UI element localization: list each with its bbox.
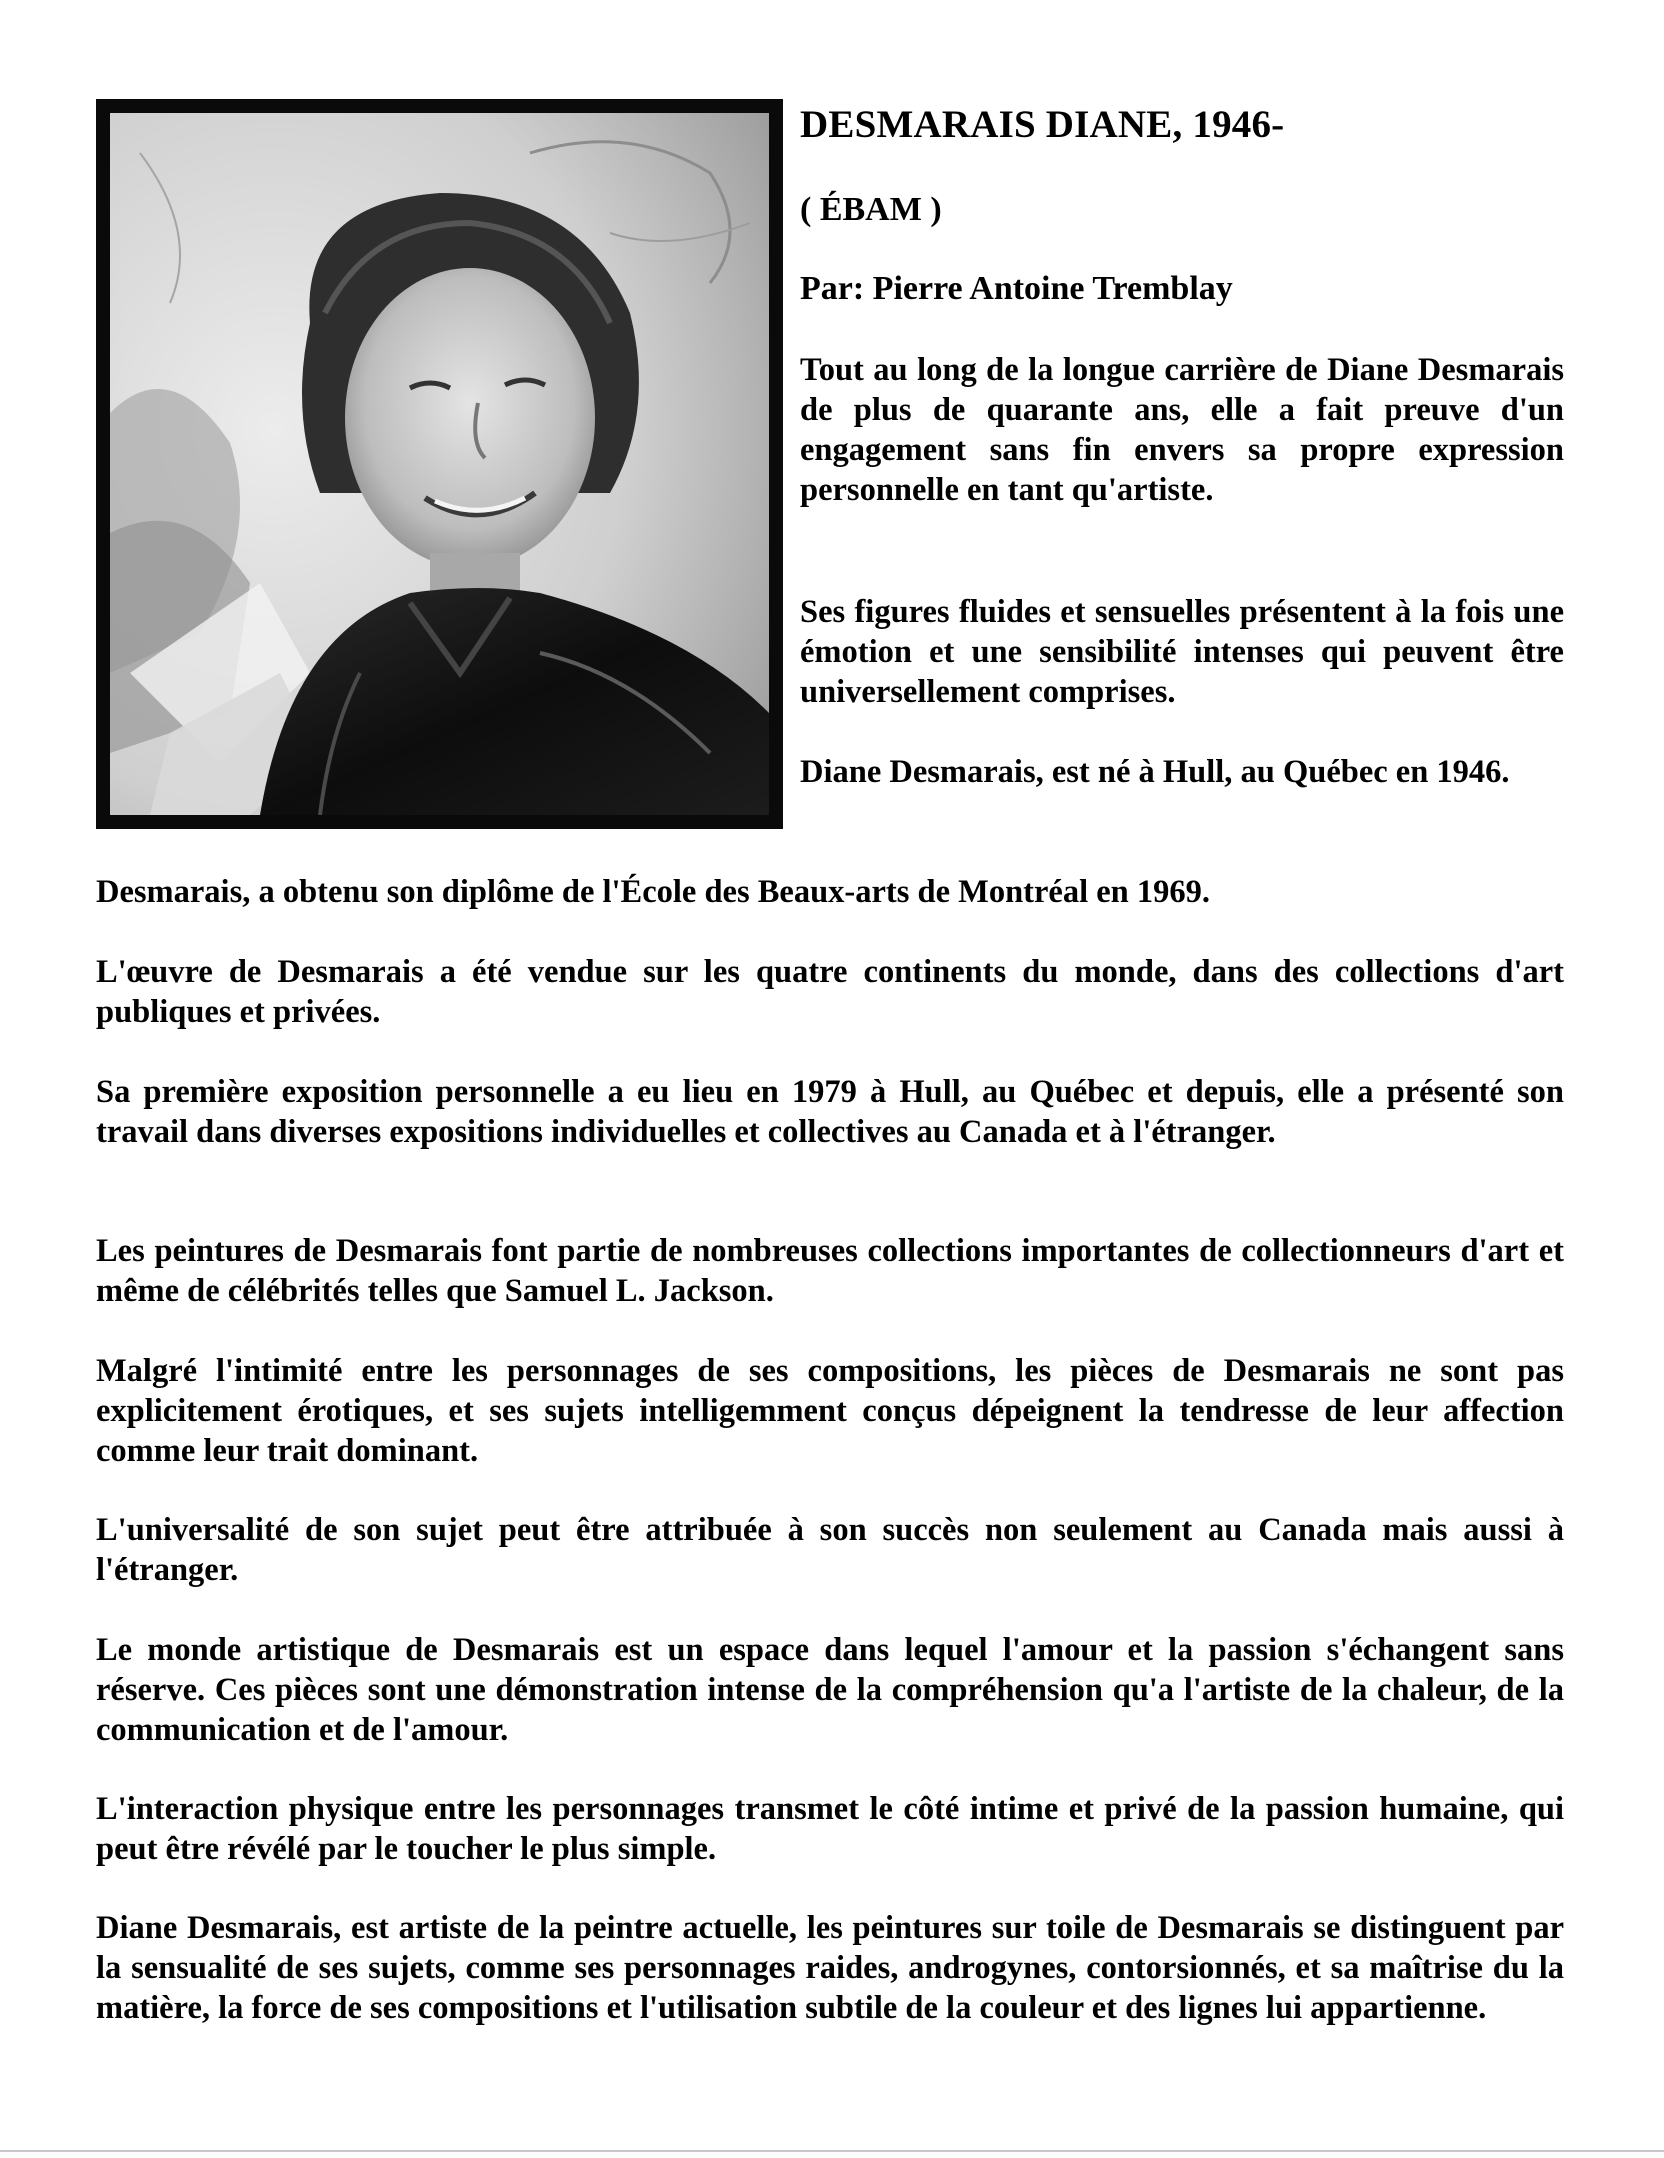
- paragraph: Ses figures fluides et sensuelles présentent à la fois une émotion et une sensibilité intenses qui peuvent être universellement comprises.: [800, 594, 1564, 710]
- paragraph: Diane Desmarais, est né à Hull, au Québec en 1946.: [800, 754, 1510, 790]
- bottom-edge-line: [0, 2150, 1664, 2152]
- paragraph: Tout au long de la longue carrière de Diane Desmarais de plus de quarante ans, elle a fait preuve d'un engagement sans fin envers sa propre expression personnelle en tant qu'artiste.: [800, 352, 1564, 508]
- header-block: [800, 104, 1564, 308]
- paragraph: L'œuvre de Desmarais a été vendue sur les quatre continents du monde, dans des collections d'art publiques et privées.: [96, 954, 1564, 1030]
- portrait-image: [110, 113, 769, 815]
- paragraph: Desmarais, a obtenu son diplôme de l'École des Beaux-arts de Montréal en 1969.: [96, 874, 1210, 910]
- paragraph: Les peintures de Desmarais font partie de nombreuses collections importantes de collectionneurs d'art et même de célébrités telles que Samuel L. Jackson.: [96, 1233, 1564, 1309]
- paragraph: L'interaction physique entre les personnages transmet le côté intime et privé de la passion humaine, qui peut être révélé par le toucher le plus simple.: [96, 1791, 1564, 1867]
- paragraph: Diane Desmarais, est artiste de la peintre actuelle, les peintures sur toile de Desmarais se distinguent par la sensualité de ses sujets, comme ses personnages raides, androgynes, contorsionnés, et sa maîtrise du la matière, la force de ses compositions et l'utilisation subtile de la couleur et des lignes lui appartienne.: [96, 1910, 1564, 2026]
- author-byline: Par: Pierre Antoine Tremblay: [800, 270, 1233, 308]
- document-title: DESMARAIS DIANE, 1946-: [800, 103, 1285, 146]
- paragraph: Malgré l'intimité entre les personnages de ses compositions, les pièces de Desmarais ne sont pas explicitement érotiques, et ses sujets intelligemment conçus dépeignent la tendresse de leur affection comme leur trait dominant.: [96, 1353, 1564, 1469]
- paragraph: Le monde artistique de Desmarais est un espace dans lequel l'amour et la passion s'échangent sans réserve. Ces pièces sont une démonstration intense de la compréhension qu'a l'artiste de la chaleur, de la communication et de l'amour.: [96, 1632, 1564, 1748]
- portrait-photo: [96, 99, 783, 829]
- institution-label: ( ÉBAM ): [800, 190, 942, 228]
- paragraph: L'universalité de son sujet peut être attribuée à son succès non seulement au Canada mais aussi à l'étranger.: [96, 1512, 1564, 1588]
- paragraph: Sa première exposition personnelle a eu lieu en 1979 à Hull, au Québec et depuis, elle a présenté son travail dans diverses expositions individuelles et collectives au Canada et à l'étranger.: [96, 1074, 1564, 1150]
